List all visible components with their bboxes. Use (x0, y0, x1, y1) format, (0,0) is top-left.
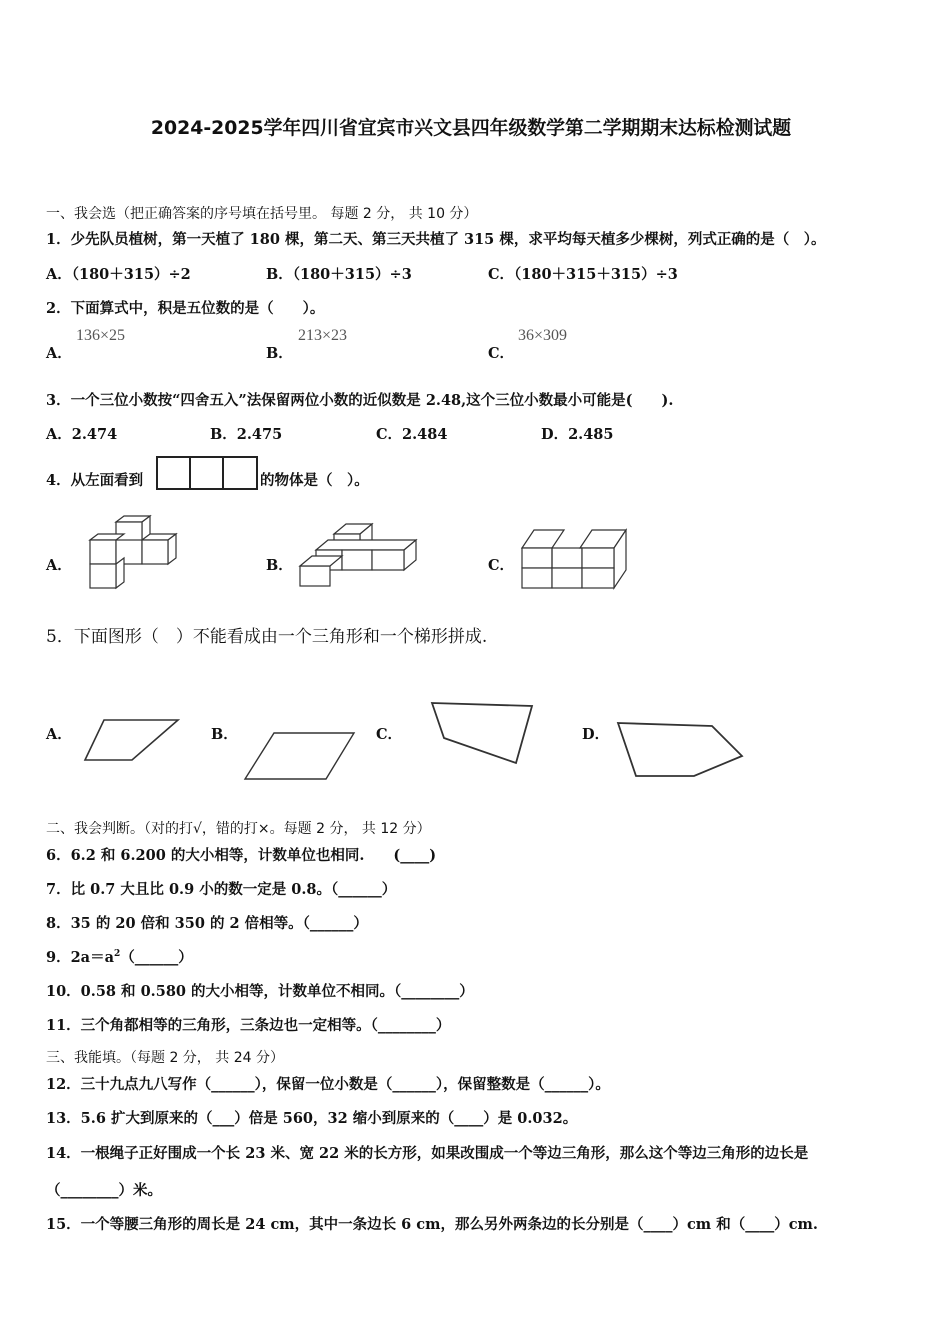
question-9 (46, 946, 193, 967)
q5-shape-b (242, 731, 356, 781)
question-8: 8．35 的 20 倍和 350 的 2 倍相等。（______） (46, 915, 368, 932)
question-9-exponent: 2 (113, 949, 121, 960)
q4-cube-figure-b (298, 520, 416, 586)
question-6: 6．6.2 和 6.200 的大小相等，计数单位也相同. (____) (46, 847, 437, 864)
q2-option-a-expr: 136×25 (76, 327, 126, 344)
q1-option-b: B．（180＋315）÷3 (266, 266, 412, 283)
q3-option-a: A．2.474 (46, 426, 118, 443)
q4-option-c: C． (488, 557, 515, 574)
q5-shape-c (430, 700, 534, 766)
question-11: 11．三个角都相等的三角形，三条边也一定相等。（________） (46, 1017, 451, 1034)
question-12: 12．三十九点九八写作（______），保留一位小数是（______），保留整数是（______）。 (46, 1076, 610, 1093)
question-9-text: 9．2a＝a (46, 949, 114, 966)
q4-cube-figure-c (520, 526, 630, 590)
q1-option-a: A．（180＋315）÷2 (46, 266, 191, 283)
q2-option-b-label: B． (266, 345, 293, 362)
question-4-end: 的物体是（ ）。 (260, 472, 369, 489)
q4-left-view-figure (156, 456, 258, 490)
question-7: 7．比 0.7 大且比 0.9 小的数一定是 0.8。（______） (46, 881, 397, 898)
q2-option-c-label: C． (488, 345, 515, 362)
page-title: 2024-2025学年四川省宜宾市兴文县四年级数学第二学期期末达标检测试题 (150, 117, 792, 139)
section-1-heading: 一、我会选（把正确答案的序号填在括号里。 每题 2 分， 共 10 分） (46, 206, 478, 222)
question-13: 13．5.6 扩大到原来的（___）倍是 560，32 缩小到原来的（____）是 0.032。 (46, 1110, 578, 1127)
question-14-line-1: 14．一根绳子正好围成一个长 23 米、宽 22 米的长方形，如果改围成一个等边三角形，那么这个等边三角形的边长是 (46, 1145, 809, 1162)
q5-option-d: D． (582, 726, 610, 743)
q5-shape-d (616, 720, 746, 778)
section-2-heading: 二、我会判断。（对的打√，错的打×。每题 2 分， 共 12 分） (46, 821, 431, 837)
q4-option-b: B． (266, 557, 293, 574)
question-15: 15．一个等腰三角形的周长是 24 cm，其中一条边长 6 cm，那么另外两条边的长分别是（____）cm 和（____）cm. (46, 1216, 818, 1233)
question-10: 10．0.58 和 0.580 的大小相等，计数单位不相同。（________） (46, 983, 474, 1000)
question-3: 3．一个三位小数按“四舍五入”法保留两位小数的近似数是 2.48,这个三位小数最小可能是( ). (46, 392, 674, 409)
q5-shape-a (82, 718, 182, 764)
q3-option-b: B．2.475 (210, 426, 283, 443)
question-14-line-2: （________）米。 (46, 1182, 162, 1199)
question-5: 5．下面图形（ ）不能看成由一个三角形和一个梯形拼成. (46, 627, 488, 647)
q4-option-a: A． (46, 557, 72, 574)
q5-option-c: C． (376, 726, 403, 743)
q5-option-b: B． (211, 726, 238, 743)
question-2: 2．下面算式中，积是五位数的是（ ）。 (46, 300, 325, 317)
q4-cube-figure-a (76, 512, 176, 588)
question-1: 1．少先队员植树，第一天植了 180 棵，第二天、第三天共植了 315 棵，求平均每天植多少棵树，列式正确的是（ ）。 (46, 231, 826, 248)
q3-option-d: D．2.485 (541, 426, 614, 443)
question-9-blank: （______） (120, 949, 193, 966)
q2-option-c-expr: 36×309 (518, 327, 568, 344)
q2-option-a-label: A． (46, 345, 72, 362)
q5-option-a: A． (46, 726, 72, 743)
q2-option-b-expr: 213×23 (298, 327, 348, 344)
question-4-start: 4．从左面看到 (46, 472, 144, 489)
q3-option-c: C．2.484 (376, 426, 448, 443)
section-3-heading: 三、我能填。（每题 2 分， 共 24 分） (46, 1050, 284, 1066)
q1-option-c: C．（180＋315＋315）÷3 (488, 266, 678, 283)
